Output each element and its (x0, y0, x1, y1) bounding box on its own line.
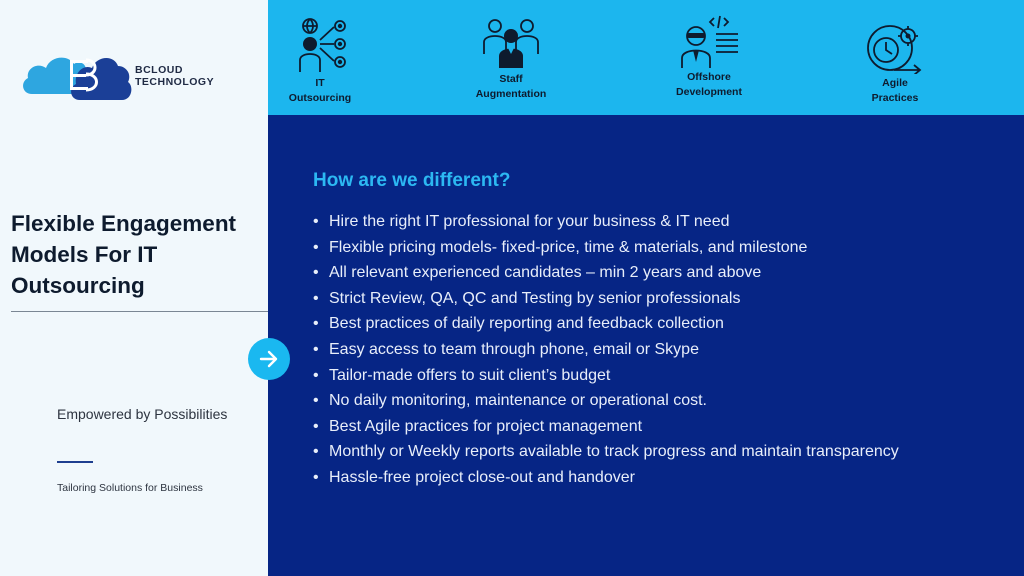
list-item: • Best practices of daily reporting and feedback collection (313, 311, 899, 337)
service-label-line2: Augmentation (475, 88, 547, 100)
agile-cycle-gear-icon (864, 18, 926, 74)
sidebar (0, 0, 268, 576)
differentiators-list (313, 209, 899, 491)
service-agile-practices[interactable] (858, 18, 932, 106)
list-item: • Hassle-free project close-out and handover (313, 465, 899, 491)
list-item: • Flexible pricing models- fixed-price, time & materials, and milestone (313, 235, 899, 261)
it-outsourcing-network-icon (290, 14, 350, 74)
page-title: Flexible Engagement Models For IT Outsourcing (11, 211, 237, 298)
sub-tagline: Tailoring Solutions for Business (57, 482, 203, 494)
tagline: Empowered by Possibilities (57, 406, 228, 422)
list-item: • Tailor-made offers to suit client’s budget (313, 363, 899, 389)
arrow-right-icon (259, 350, 279, 368)
brand-name-line1: BCLOUD (135, 64, 183, 76)
service-label-line1: Offshore (687, 71, 731, 83)
developer-code-icon (678, 12, 740, 68)
service-it-outsourcing[interactable] (278, 14, 362, 106)
tagline-divider (57, 461, 93, 463)
list-item: • Monthly or Weekly reports available to track progress and maintain transparency (313, 439, 899, 465)
list-item: • No daily monitoring, maintenance or operational cost. (313, 388, 899, 414)
service-label-line2: Development (676, 86, 742, 98)
list-item: • Strict Review, QA, QC and Testing by senior professionals (313, 286, 899, 312)
list-item: • Hire the right IT professional for your business & IT need (313, 209, 899, 235)
list-item: • All relevant experienced candidates – min 2 years and above (313, 260, 899, 286)
service-label-line1: IT (315, 77, 325, 89)
title-divider (11, 311, 268, 312)
service-label-line2: Outsourcing (288, 92, 352, 104)
list-item: • Best Agile practices for project management (313, 414, 899, 440)
main-panel (268, 115, 1024, 576)
service-label-line1: Agile (882, 77, 908, 89)
services-bar (268, 0, 1024, 115)
section-heading: How are we different? (313, 170, 511, 191)
service-offshore-development[interactable] (664, 12, 754, 100)
next-arrow-button[interactable] (248, 338, 290, 380)
service-staff-augmentation[interactable] (468, 14, 554, 102)
service-label-line1: Staff (499, 73, 523, 85)
brand-name-line2: TECHNOLOGY (135, 76, 215, 88)
cloud-logo-icon (20, 46, 135, 106)
list-item: • Easy access to team through phone, email or Skype (313, 337, 899, 363)
service-label-line2: Practices (871, 92, 919, 104)
team-group-icon (481, 14, 541, 70)
brand-name (135, 64, 214, 88)
